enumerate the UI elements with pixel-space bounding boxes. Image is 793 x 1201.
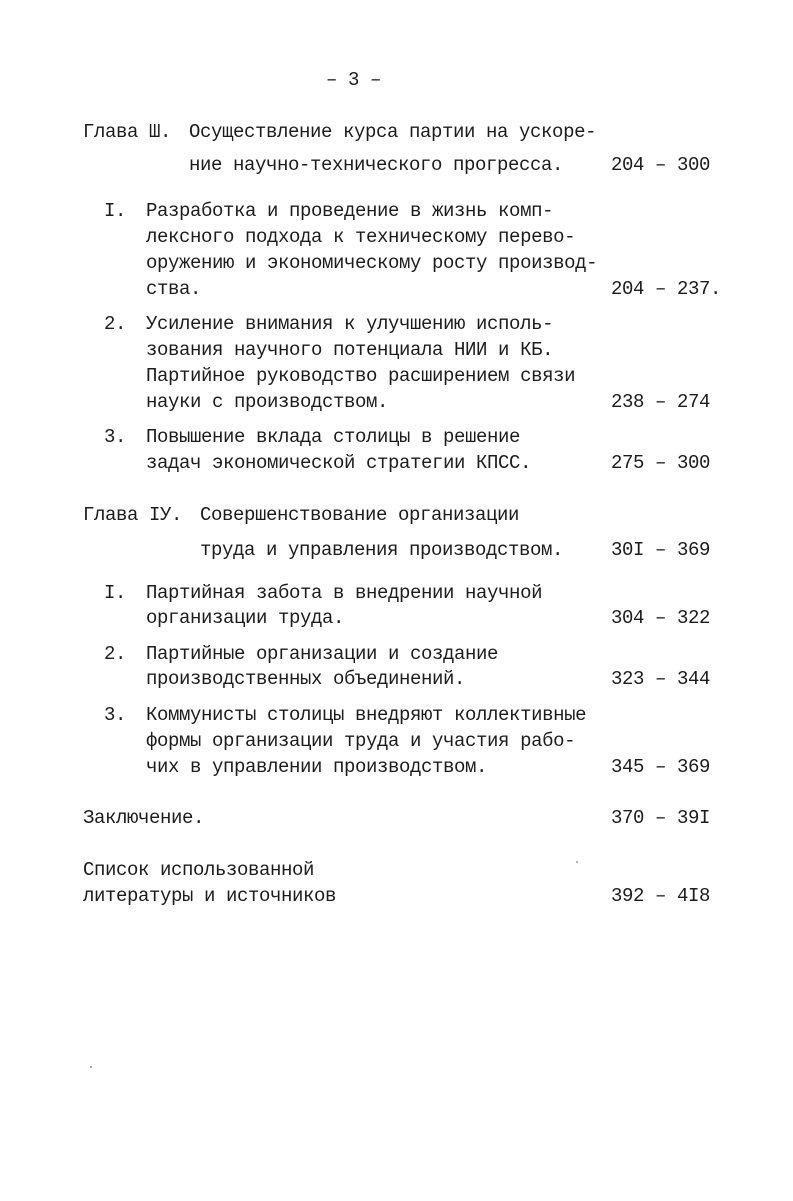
chapter-3-section-pages: 275 – 300 xyxy=(611,452,711,474)
chapter-3-section-line: Повышение вклада столицы в решение xyxy=(146,426,521,448)
chapter-3-pages: 204 – 300 xyxy=(611,154,711,176)
scan-speck xyxy=(90,1066,92,1068)
chapter-4-section-line: Партийная забота в внедрении научной xyxy=(146,582,543,604)
chapter-3-section-line: Партийное руководство расширением связи xyxy=(146,365,576,387)
page-number: – 3 – xyxy=(326,69,382,91)
chapter-4-section-line: производственных объединений. xyxy=(146,668,466,690)
chapter-4-section-line: организации труда. xyxy=(146,607,345,629)
chapter-3-section-line: науки с производством. xyxy=(146,391,389,413)
chapter-4-label: Глава IУ. xyxy=(83,504,183,526)
chapter-4-section-number: 2. xyxy=(104,643,127,665)
chapter-3-section-line: оружению и экономическому росту производ- xyxy=(146,252,598,274)
chapter-3-section-line: лексного подхода к техническому перево- xyxy=(146,226,576,248)
chapter-4-section-pages: 304 – 322 xyxy=(611,607,711,629)
chapter-4-title-line: Совершенствование организации xyxy=(200,504,520,526)
chapter-3-section-number: 3. xyxy=(104,426,127,448)
chapter-3-section-line: Усиление внимания к улучшению исполь- xyxy=(146,313,554,335)
chapter-3-section-pages: 204 – 237. xyxy=(611,278,722,300)
chapter-3-section-line: задач экономической стратегии КПСС. xyxy=(146,452,532,474)
chapter-4-section-pages: 345 – 369 xyxy=(611,756,711,778)
chapter-4-section-pages: 323 – 344 xyxy=(611,668,711,690)
chapter-3-section-line: ства. xyxy=(146,278,202,300)
chapter-3-title-line: ние научно-технического прогресса. xyxy=(189,154,564,176)
chapter-3-section-pages: 238 – 274 xyxy=(611,391,711,413)
chapter-4-section-number: I. xyxy=(104,582,127,604)
chapter-3-section-number: I. xyxy=(104,200,127,222)
chapter-3-title-line: Осуществление курса партии на ускоре- xyxy=(189,121,597,143)
bibliography-line: литературы и источников xyxy=(83,885,337,907)
chapter-4-title-line: труда и управления производством. xyxy=(200,539,564,561)
bibliography-pages: 392 – 4I8 xyxy=(611,885,711,907)
chapter-4-section-line: Коммунисты столицы внедряют коллективные xyxy=(146,704,587,726)
chapter-4-section-line: чих в управлении производством. xyxy=(146,756,488,778)
conclusion-label: Заключение. xyxy=(83,807,205,829)
bibliography-line: Список использованной xyxy=(83,859,315,881)
scan-speck xyxy=(576,861,578,863)
chapter-4-section-number: 3. xyxy=(104,704,127,726)
chapter-3-section-line: Разработка и проведение в жизнь комп- xyxy=(146,200,554,222)
chapter-4-pages: 30I – 369 xyxy=(611,539,711,561)
chapter-3-section-number: 2. xyxy=(104,313,127,335)
chapter-3-label: Глава Ш. xyxy=(83,121,172,143)
chapter-4-section-line: формы организации труда и участия рабо- xyxy=(146,730,576,752)
conclusion-pages: 370 – 39I xyxy=(611,807,711,829)
chapter-4-section-line: Партийные организации и создание xyxy=(146,643,499,665)
chapter-3-section-line: зования научного потенциала НИИ и КБ. xyxy=(146,339,554,361)
